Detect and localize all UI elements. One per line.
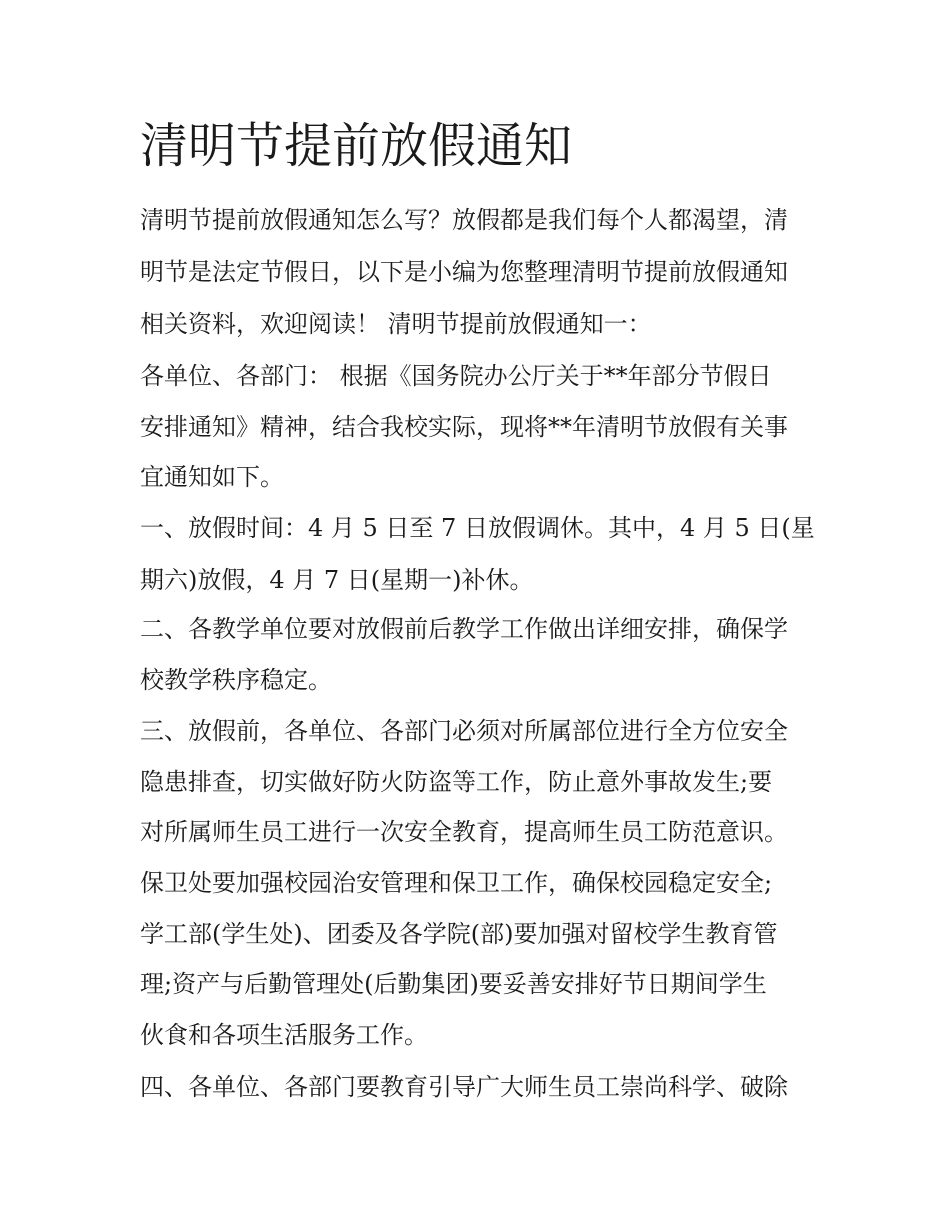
body-line: 清明节提前放假通知怎么写？放假都是我们每个人都渴望，清 [140, 206, 788, 234]
body-line: 校教学秩序稳定。 [140, 666, 332, 694]
body-line: 期六)放假，4 月 7 日(星期一)补休。 [140, 566, 534, 594]
body-line: 明节是法定节假日，以下是小编为您整理清明节提前放假通知 [140, 258, 788, 286]
body-line: 隐患排查，切实做好防火防盗等工作，防止意外事故发生;要 [140, 768, 773, 796]
document-title: 清明节提前放假通知 [140, 118, 573, 174]
body-line: 宜通知如下。 [140, 463, 284, 491]
body-line: 理;资产与后勤管理处(后勤集团)要妥善安排好节日期间学生 [140, 970, 767, 998]
body-line: 对所属师生员工进行一次安全教育，提高师生员工防范意识。 [140, 818, 788, 846]
body-line: 保卫处要加强校园治安管理和保卫工作，确保校园稳定安全; [140, 869, 773, 897]
body-line: 二、各教学单位要对放假前后教学工作做出详细安排，确保学 [140, 615, 788, 643]
body-line: 一、放假时间：4 月 5 日至 7 日放假调休。其中，4 月 5 日(星 [140, 514, 815, 542]
body-line: 四、各单位、各部门要教育引导广大师生员工崇尚科学、破除 [140, 1073, 788, 1101]
body-line: 各单位、各部门： 根据《国务院办公厅关于**年部分节假日 [140, 362, 772, 390]
body-line: 安排通知》精神，结合我校实际，现将**年清明节放假有关事 [140, 413, 788, 441]
body-line: 学工部(学生处)、团委及各学院(部)要加强对留校学生教育管 [140, 920, 778, 948]
body-line: 三、放假前，各单位、各部门必须对所属部位进行全方位安全 [140, 717, 788, 745]
body-line: 伙食和各项生活服务工作。 [140, 1021, 428, 1049]
body-line: 相关资料，欢迎阅读！ 清明节提前放假通知一： [140, 310, 652, 338]
